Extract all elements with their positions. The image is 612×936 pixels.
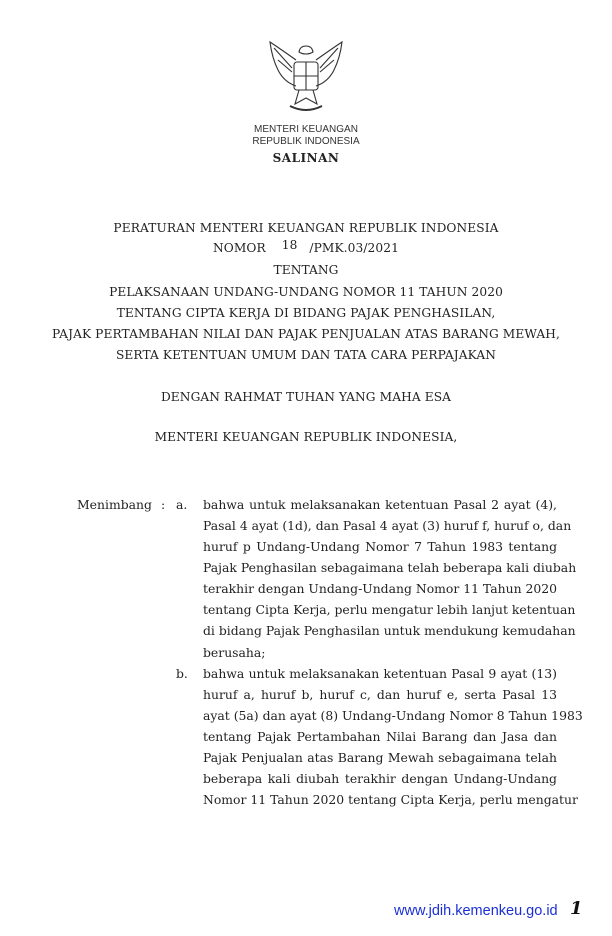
body-line: Pajak Penghasilan sebagaimana telah beberapa kali diubah [203, 560, 577, 575]
tentang-label: TENTANG [273, 263, 339, 277]
body-line: Nomor 11 Tahun 2020 tentang Cipta Kerja, perlu mengatur [203, 792, 578, 807]
item-marker-a: a. [176, 497, 188, 512]
regulation-number [0, 238, 612, 255]
subject-line: PAJAK PERTAMBAHAN NILAI DAN PAJAK PENJUALAN ATAS BARANG MEWAH, [52, 327, 560, 341]
section-label-menimbang: Menimbang [77, 497, 152, 512]
body-line: berusaha; [203, 645, 266, 660]
nomor-label: NOMOR [213, 241, 266, 255]
body-line: huruf a, huruf b, huruf c, dan huruf e, serta Pasal 13 [203, 687, 557, 702]
subject-line: SERTA KETENTUAN UMUM DAN TATA CARA PERPAJAKAN [115, 348, 497, 362]
page-handwritten-mark: 1 [570, 898, 583, 919]
issuer: MENTERI KEUANGAN REPUBLIK INDONESIA, [154, 430, 458, 444]
item-marker-b: b. [176, 666, 188, 681]
institution-line-2: REPUBLIK INDONESIA [252, 136, 360, 147]
nomor-value: 18 [281, 238, 298, 252]
invocation: DENGAN RAHMAT TUHAN YANG MAHA ESA [160, 390, 452, 404]
body-line: bahwa untuk melaksanakan ketentuan Pasal 9 ayat (13) [203, 666, 557, 681]
salinan-stamp: SALINAN [272, 151, 340, 165]
garuda-emblem-icon [266, 38, 346, 120]
body-line: ayat (5a) dan ayat (8) Undang-Undang Nomor 8 Tahun 1983 [203, 708, 583, 723]
body-line: tentang Cipta Kerja, perlu mengatur lebih lanjut ketentuan [203, 602, 576, 617]
institution-line-1: MENTERI KEUANGAN [254, 124, 358, 135]
section-colon: : [161, 497, 166, 512]
body-line: Pasal 4 ayat (1d), dan Pasal 4 ayat (3) huruf f, huruf o, dan [203, 518, 572, 533]
body-line: bahwa untuk melaksanakan ketentuan Pasal 2 ayat (4), [203, 497, 557, 512]
regulation-title: PERATURAN MENTERI KEUANGAN REPUBLIK INDONESIA [113, 221, 499, 235]
body-line: terakhir dengan Undang-Undang Nomor 11 Tahun 2020 [203, 581, 558, 596]
body-line: Pajak Penjualan atas Barang Mewah sebagaimana telah [203, 750, 557, 765]
body-line: di bidang Pajak Penghasilan untuk mendukung kemudahan [203, 623, 576, 638]
nomor-suffix: /PMK.03/2021 [309, 241, 399, 255]
subject-line: TENTANG CIPTA KERJA DI BIDANG PAJAK PENGHASILAN, [116, 306, 496, 320]
body-line: beberapa kali diubah terakhir dengan Undang-Undang [203, 771, 557, 786]
body-line: huruf p Undang-Undang Nomor 7 Tahun 1983 tentang [203, 539, 557, 554]
subject-line: PELAKSANAAN UNDANG-UNDANG NOMOR 11 TAHUN 2020 [109, 285, 503, 299]
body-line: tentang Pajak Pertambahan Nilai Barang dan Jasa dan [203, 729, 557, 744]
jdih-website-link[interactable]: www.jdih.kemenkeu.go.id [394, 903, 558, 919]
